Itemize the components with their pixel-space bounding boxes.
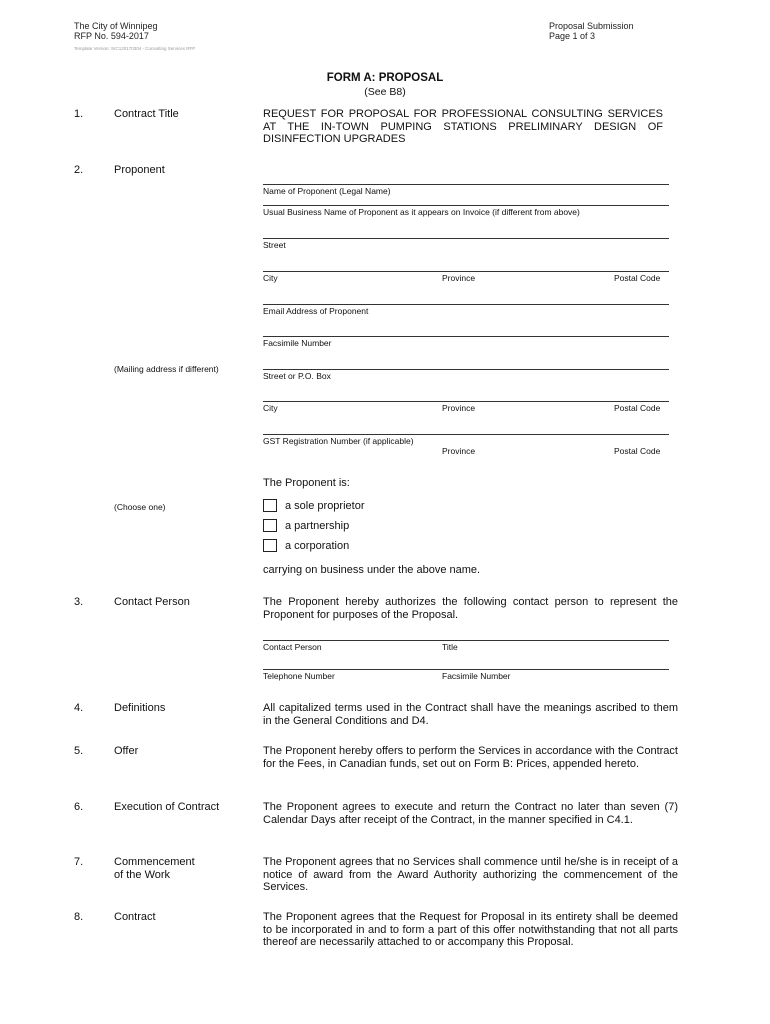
facsimile-line[interactable]	[263, 336, 669, 337]
mailing-street-caption: Street or P.O. Box	[263, 371, 331, 381]
business-name-caption: Usual Business Name of Proponent as it appears on Invoice (if different from above)	[263, 207, 580, 217]
mailing-street-line[interactable]	[263, 369, 669, 370]
mailing-city-line[interactable]	[263, 401, 669, 402]
execution-text: The Proponent agrees to execute and return the Contract no later than seven (7) Calendar Days after receipt of the Contract, in the manner specified in C4.1.	[263, 801, 678, 826]
commencement-label-line2: of the Work	[114, 869, 171, 881]
header-template-note: Template Version: SrC120170304 - Consulting Services RFP	[74, 46, 196, 51]
telephone-line[interactable]	[263, 669, 669, 670]
partnership-checkbox[interactable]	[263, 519, 277, 532]
mailing-address-label: (Mailing address if different)	[114, 364, 219, 374]
business-name-line[interactable]	[263, 205, 669, 206]
gst-province-caption: Province	[442, 446, 476, 456]
gst-line[interactable]	[263, 434, 669, 435]
email-line[interactable]	[263, 304, 669, 305]
contract-label: Contract	[114, 911, 156, 923]
item-number: 2.	[74, 164, 84, 176]
item-number: 4.	[74, 702, 84, 714]
sole-proprietor-label: a sole proprietor	[285, 500, 365, 512]
mailing-postal-code-caption: Postal Code	[614, 403, 661, 413]
header-section: Proposal Submission	[549, 21, 634, 31]
item-number: 7.	[74, 856, 84, 868]
header-rfp-number: RFP No. 594-2017	[74, 31, 149, 41]
city-line[interactable]	[263, 271, 669, 272]
gst-postal-code-caption: Postal Code	[614, 446, 661, 456]
item-number: 8.	[74, 911, 84, 923]
contact-person-line[interactable]	[263, 640, 669, 641]
province-caption: Province	[442, 273, 476, 283]
email-caption: Email Address of Proponent	[263, 306, 369, 316]
legal-name-line[interactable]	[263, 184, 669, 185]
contact-title-caption: Title	[442, 642, 458, 652]
city-caption: City	[263, 273, 278, 283]
item-number: 1.	[74, 108, 84, 120]
facsimile-caption: Facsimile Number	[263, 338, 332, 348]
item-number: 6.	[74, 801, 84, 813]
street-caption: Street	[263, 240, 286, 250]
choose-one-label: (Choose one)	[114, 502, 166, 512]
item-number: 3.	[74, 596, 84, 608]
form-subtitle: (See B8)	[364, 86, 406, 98]
telephone-caption: Telephone Number	[263, 671, 335, 681]
legal-name-caption: Name of Proponent (Legal Name)	[263, 186, 391, 196]
offer-text: The Proponent hereby offers to perform the Services in accordance with the Contract for the Fees, in Canadian funds, set out on Form B: Prices, appended hereto.	[263, 745, 678, 770]
street-line[interactable]	[263, 238, 669, 239]
item-number: 5.	[74, 745, 84, 757]
offer-label: Offer	[114, 745, 139, 757]
entity-heading: The Proponent is:	[263, 477, 350, 489]
contact-person-label: Contact Person	[114, 596, 190, 608]
form-title: FORM A: PROPOSAL	[326, 72, 444, 84]
corporation-checkbox[interactable]	[263, 539, 277, 552]
definitions-label: Definitions	[114, 702, 166, 714]
commencement-label: Commencement	[114, 856, 195, 868]
contact-person-text: The Proponent hereby authorizes the following contact person to represent the Proponent for purposes of the Proposal.	[263, 596, 678, 621]
postal-code-caption: Postal Code	[614, 273, 661, 283]
header-org: The City of Winnipeg	[74, 21, 158, 31]
partnership-label: a partnership	[285, 520, 350, 532]
gst-caption: GST Registration Number (if applicable)	[263, 436, 414, 446]
corporation-label: a corporation	[285, 540, 350, 552]
sole-proprietor-checkbox[interactable]	[263, 499, 277, 512]
commencement-text: The Proponent agrees that no Services shall commence until he/she is in receipt of a notice of award from the Award Authority authorizing the commencement of the Services.	[263, 856, 678, 893]
mailing-city-caption: City	[263, 403, 278, 413]
entity-footer: carrying on business under the above name.	[263, 564, 481, 576]
execution-label: Execution of Contract	[114, 801, 220, 813]
proponent-label: Proponent	[114, 164, 165, 176]
definitions-text: All capitalized terms used in the Contract shall have the meanings ascribed to them in the General Conditions and D4.	[263, 702, 678, 727]
contract-title-label: Contract Title	[114, 108, 179, 120]
contract-title-text: REQUEST FOR PROPOSAL FOR PROFESSIONAL CONSULTING SERVICES AT THE IN-TOWN PUMPING STATIONS PRELIMINARY DESIGN OF DISINFECTION UPGRADES	[263, 108, 663, 145]
contract-text: The Proponent agrees that the Request for Proposal in its entirety shall be deemed to be incorporated in and to form a part of this offer notwithstanding that not all parts thereof are necessarily attached to or accompany this Proposal.	[263, 911, 678, 948]
mailing-province-caption: Province	[442, 403, 476, 413]
contact-person-caption: Contact Person	[263, 642, 322, 652]
contact-facsimile-caption: Facsimile Number	[442, 671, 511, 681]
header-page: Page 1 of 3	[549, 31, 596, 41]
